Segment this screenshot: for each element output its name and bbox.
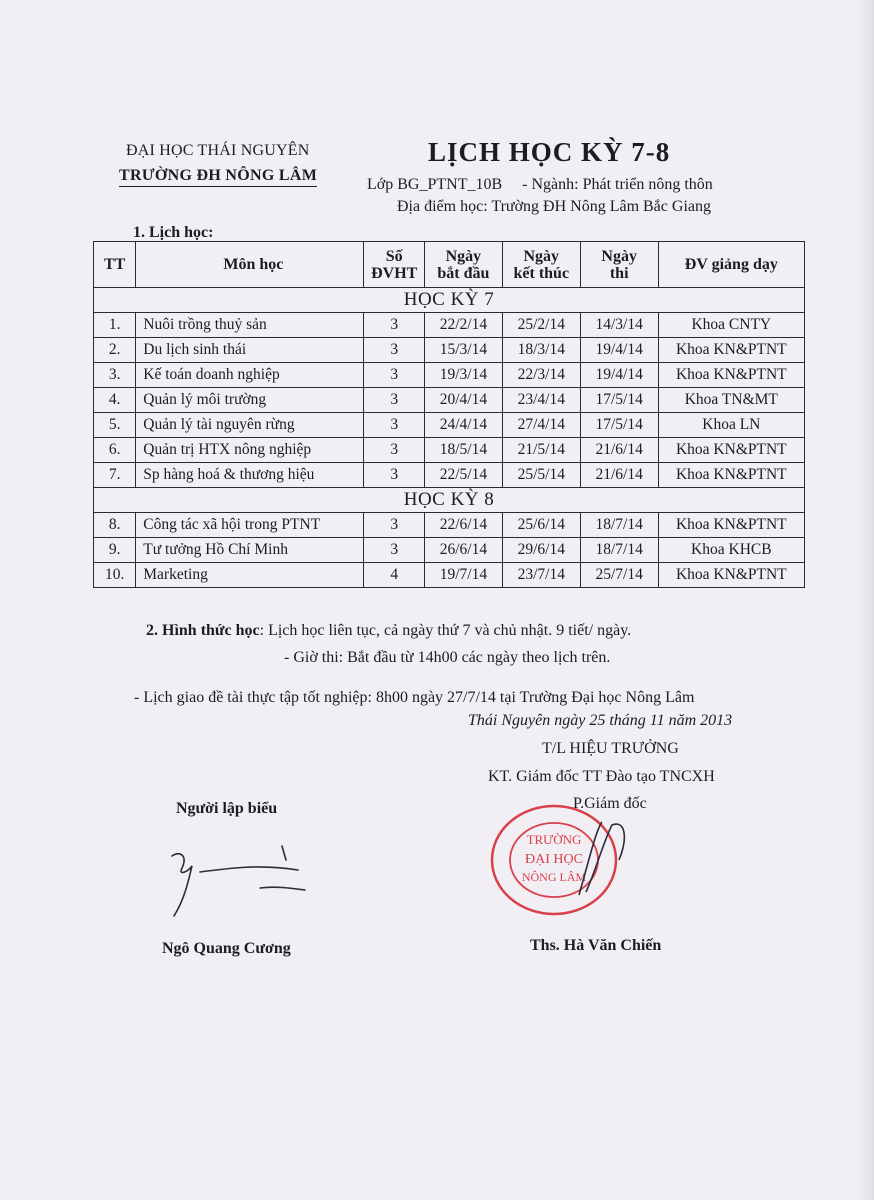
header-exam-date: Ngày thi [580, 242, 658, 288]
cell-start-date: 20/4/14 [424, 388, 502, 413]
signatory-title-3: P.Giám đốc [573, 795, 647, 812]
page-title: LỊCH HỌC KỲ 7-8 [428, 137, 671, 167]
signer-name: Ths. Hà Văn Chiến [530, 937, 662, 954]
cell-tt: 3. [94, 363, 136, 388]
semester-row [94, 488, 805, 513]
cell-exam-date: 21/6/14 [580, 463, 658, 488]
cell-exam-date: 17/5/14 [580, 413, 658, 438]
table-row [94, 388, 805, 413]
cell-end-date: 23/4/14 [502, 388, 580, 413]
cell-start-date: 22/6/14 [424, 513, 502, 538]
cell-subject: Tư tưởng Hồ Chí Minh [136, 538, 364, 563]
header-tt: TT [94, 242, 136, 288]
cell-credits: 3 [364, 388, 425, 413]
schedule-table [93, 241, 805, 588]
cell-end-date: 22/3/14 [502, 363, 580, 388]
table-row [94, 363, 805, 388]
cell-credits: 3 [364, 363, 425, 388]
cell-credits: 3 [364, 338, 425, 363]
cell-tt: 6. [94, 438, 136, 463]
cell-exam-date: 17/5/14 [580, 388, 658, 413]
seal-text-2: ĐẠI HỌC [525, 852, 583, 867]
cell-subject: Quản trị HTX nông nghiệp [136, 438, 364, 463]
cell-credits: 3 [364, 438, 425, 463]
cell-start-date: 19/3/14 [424, 363, 502, 388]
cell-teaching-unit: Khoa KN&PTNT [658, 338, 804, 363]
date-line: Thái Nguyên ngày 25 tháng 11 năm 2013 [468, 712, 733, 729]
table-row [94, 313, 805, 338]
cell-end-date: 27/4/14 [502, 413, 580, 438]
cell-start-date: 18/5/14 [424, 438, 502, 463]
cell-subject: Sp hàng hoá & thương hiệu [136, 463, 364, 488]
cell-teaching-unit: Khoa KN&PTNT [658, 463, 804, 488]
maker-name: Ngô Quang Cương [162, 940, 291, 957]
cell-teaching-unit: Khoa KN&PTNT [658, 363, 804, 388]
cell-credits: 3 [364, 313, 425, 338]
cell-end-date: 25/5/14 [502, 463, 580, 488]
cell-exam-date: 21/6/14 [580, 438, 658, 463]
header-start-date: Ngày bắt đầu [424, 242, 502, 288]
table-row [94, 538, 805, 563]
page-edge-shadow [858, 0, 874, 1200]
cell-tt: 4. [94, 388, 136, 413]
cell-exam-date: 19/4/14 [580, 363, 658, 388]
semester-label: HỌC KỲ 8 [94, 488, 805, 513]
cell-tt: 10. [94, 563, 136, 588]
cell-teaching-unit: Khoa KN&PTNT [658, 438, 804, 463]
exam-time-line: - Giờ thi: Bắt đầu từ 14h00 các ngày theo lịch trên. [284, 649, 611, 666]
cell-subject: Công tác xã hội trong PTNT [136, 513, 364, 538]
section-2-label: 2. Hình thức học [146, 622, 260, 639]
table-row [94, 413, 805, 438]
cell-start-date: 15/3/14 [424, 338, 502, 363]
cell-teaching-unit: Khoa KHCB [658, 538, 804, 563]
cell-credits: 3 [364, 463, 425, 488]
place-line: Địa điểm học: Trường ĐH Nông Lâm Bắc Giang [397, 198, 711, 215]
cell-tt: 5. [94, 413, 136, 438]
university-name: ĐẠI HỌC THÁI NGUYÊN [126, 142, 310, 159]
cell-tt: 2. [94, 338, 136, 363]
cell-credits: 3 [364, 513, 425, 538]
cell-exam-date: 25/7/14 [580, 563, 658, 588]
cell-exam-date: 18/7/14 [580, 538, 658, 563]
seal-text-1: TRƯỜNG [526, 832, 582, 847]
cell-teaching-unit: Khoa LN [658, 413, 804, 438]
semester-label: HỌC KỲ 7 [94, 288, 805, 313]
cell-subject: Du lịch sinh thái [136, 338, 364, 363]
cell-end-date: 23/7/14 [502, 563, 580, 588]
cell-teaching-unit: Khoa CNTY [658, 313, 804, 338]
table-row [94, 563, 805, 588]
table-row [94, 338, 805, 363]
cell-end-date: 25/2/14 [502, 313, 580, 338]
header-teaching-unit: ĐV giảng dạy [658, 242, 804, 288]
maker-signature [160, 828, 310, 928]
section-1-label: 1. Lịch học: [133, 224, 214, 241]
cell-subject: Marketing [136, 563, 364, 588]
cell-exam-date: 19/4/14 [580, 338, 658, 363]
cell-tt: 7. [94, 463, 136, 488]
header-subject: Môn học [136, 242, 364, 288]
class-line: Lớp BG_PTNT_10B - Ngành: Phát triển nông thôn [367, 176, 713, 193]
cell-start-date: 22/5/14 [424, 463, 502, 488]
table-row [94, 513, 805, 538]
cell-subject: Nuôi trồng thuỷ sản [136, 313, 364, 338]
section-2-text: : Lịch học liên tục, cả ngày thứ 7 và chủ nhật. 9 tiết/ ngày. [259, 622, 632, 639]
header-credits: Số ĐVHT [364, 242, 425, 288]
school-seal-stamp [484, 800, 634, 920]
cell-start-date: 26/6/14 [424, 538, 502, 563]
cell-teaching-unit: Khoa KN&PTNT [658, 563, 804, 588]
cell-end-date: 25/6/14 [502, 513, 580, 538]
cell-subject: Quản lý môi trường [136, 388, 364, 413]
cell-subject: Kế toán doanh nghiệp [136, 363, 364, 388]
semester-row [94, 288, 805, 313]
cell-exam-date: 18/7/14 [580, 513, 658, 538]
header-end-date: Ngày kết thúc [502, 242, 580, 288]
table-row [94, 463, 805, 488]
cell-teaching-unit: Khoa KN&PTNT [658, 513, 804, 538]
cell-start-date: 19/7/14 [424, 563, 502, 588]
cell-end-date: 29/6/14 [502, 538, 580, 563]
cell-credits: 4 [364, 563, 425, 588]
maker-label: Người lập biểu [176, 800, 278, 817]
cell-teaching-unit: Khoa TN&MT [658, 388, 804, 413]
cell-tt: 8. [94, 513, 136, 538]
cell-tt: 9. [94, 538, 136, 563]
seal-text-3: NÔNG LÂM [521, 870, 587, 884]
cell-end-date: 18/3/14 [502, 338, 580, 363]
cell-start-date: 24/4/14 [424, 413, 502, 438]
table-header-row [94, 242, 805, 288]
cell-subject: Quản lý tài nguyên rừng [136, 413, 364, 438]
cell-end-date: 21/5/14 [502, 438, 580, 463]
table-row [94, 438, 805, 463]
cell-exam-date: 14/3/14 [580, 313, 658, 338]
cell-credits: 3 [364, 413, 425, 438]
cell-credits: 3 [364, 538, 425, 563]
thesis-delivery-line: - Lịch giao đề tài thực tập tốt nghiệp: 8h00 ngày 27/7/14 tại Trường Đại học Nông Lâm [134, 689, 695, 706]
cell-tt: 1. [94, 313, 136, 338]
section-2-line [146, 622, 631, 640]
signatory-title-1: T/L HIỆU TRƯỞNG [542, 740, 679, 757]
signatory-title-2: KT. Giám đốc TT Đào tạo TNCXH [488, 768, 715, 785]
school-name: TRƯỜNG ĐH NÔNG LÂM [119, 167, 317, 187]
cell-start-date: 22/2/14 [424, 313, 502, 338]
